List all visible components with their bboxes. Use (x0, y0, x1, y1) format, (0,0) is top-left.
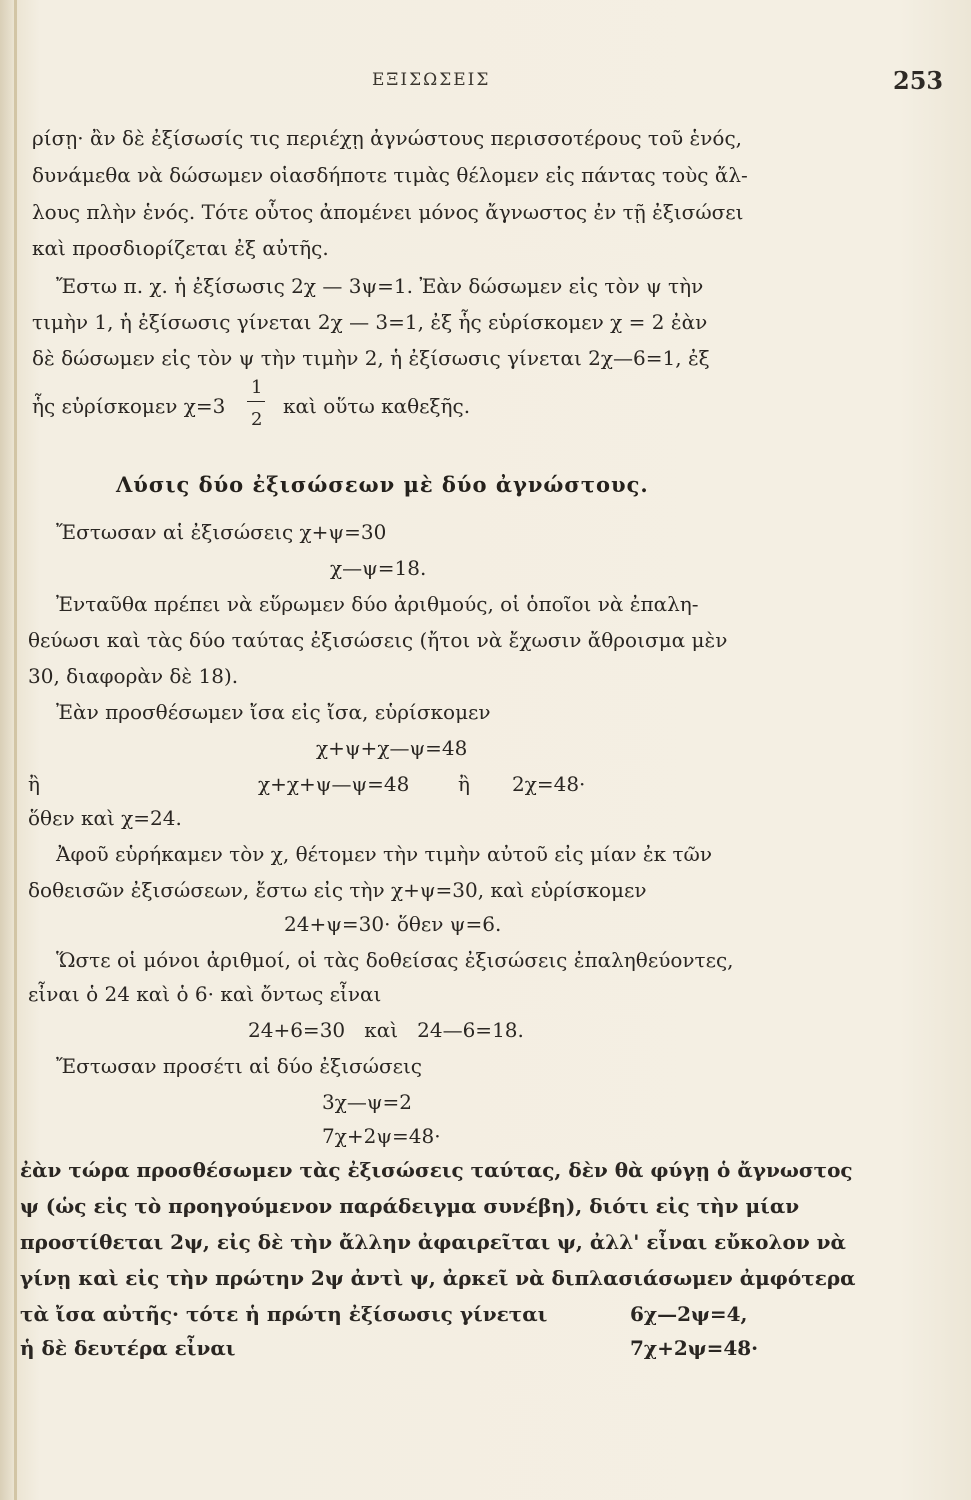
text-line: τὰ ἴσα αὐτῆς· τότε ἡ πρώτη ἐξίσωσις γίνεται (20, 1302, 548, 1326)
text-line: λους πλὴν ἑνός. Τότε οὗτος ἀπομένει μόνος ἄγνωστος ἐν τῇ ἐξισώσει (32, 200, 744, 224)
text-line: Ἐὰν προσθέσωμεν ἴσα εἰς ἴσα, εὑρίσκομεν (56, 700, 491, 724)
text-line: θεύωσι καὶ τὰς δύο ταύτας ἐξισώσεις (ἤτοι νὰ ἔχωσιν ἄθροισμα μὲν (28, 628, 728, 652)
fraction-denominator: 2 (251, 409, 263, 430)
equation: χ+ψ+χ—ψ=48 (316, 736, 468, 760)
fraction-numerator: 1 (251, 377, 263, 398)
text-line: ἡ δὲ δευτέρα εἶναι (20, 1336, 236, 1360)
fraction-bar (247, 401, 265, 402)
text-line: ἧς εὑρίσκομεν χ=3 (32, 394, 226, 418)
equation: 7χ+2ψ=48· (630, 1336, 759, 1360)
text-line: δοθεισῶν ἐξισώσεων, ἔστω εἰς τὴν χ+ψ=30, καὶ εὑρίσκομεν (28, 878, 647, 902)
text-line: Ἔστωσαν προσέτι αἱ δύο ἐξισώσεις (56, 1054, 422, 1078)
text-line: ἢ (28, 772, 40, 796)
text-line: Ἀφοῦ εὑρήκαμεν τὸν χ, θέτομεν τὴν τιμὴν αὐτοῦ εἰς μίαν ἐκ τῶν (56, 842, 712, 866)
text-line: Ἔστωσαν αἱ ἐξισώσεις χ+ψ=30 (56, 520, 387, 544)
equation: 2χ=48· (512, 772, 586, 796)
text-line: 30, διαφορὰν δὲ 18). (28, 664, 239, 688)
equation: 3χ—ψ=2 (322, 1090, 413, 1114)
text-line: ἐὰν τώρα προσθέσωμεν τὰς ἐξισώσεις ταύτας, δὲν θὰ φύγῃ ὁ ἄγνωστος (20, 1158, 853, 1182)
equation: 24+ψ=30· ὅθεν ψ=6. (284, 912, 502, 936)
text-line: Ἔστω π. χ. ἡ ἐξίσωσις 2χ — 3ψ=1. Ἐὰν δώσωμεν εἰς τὸν ψ τὴν (56, 274, 704, 298)
equation: 7χ+2ψ=48· (322, 1124, 441, 1148)
text-line: Ἐνταῦθα πρέπει νὰ εὕρωμεν δύο ἀριθμούς, οἱ ὁποῖοι νὰ ἐπαλη- (56, 592, 699, 616)
text-line: καὶ οὕτω καθεξῆς. (283, 394, 471, 418)
equation: 24+6=30 καὶ 24—6=18. (248, 1018, 524, 1042)
page-number: 253 (893, 66, 944, 95)
text-line: τιμὴν 1, ἡ ἐξίσωσις γίνεται 2χ — 3=1, ἐξ ἧς εὑρίσκομεν χ = 2 ἐὰν (32, 310, 708, 334)
text-line: καὶ προσδιορίζεται ἐξ αὐτῆς. (32, 236, 329, 260)
equation: χ—ψ=18. (330, 556, 427, 580)
equation: 6χ—2ψ=4, (630, 1302, 748, 1326)
text-line: ψ (ὡς εἰς τὸ προηγούμενον παράδειγμα συνέβη), διότι εἰς τὴν μίαν (20, 1194, 800, 1218)
text-line: ὅθεν καὶ χ=24. (28, 806, 182, 830)
text-line: εἶναι ὁ 24 καὶ ὁ 6· καὶ ὄντως εἶναι (28, 982, 382, 1006)
page-header (0, 66, 971, 96)
page-gutter (14, 0, 17, 1500)
text-line: δὲ δώσωμεν εἰς τὸν ψ τὴν τιμὴν 2, ἡ ἐξίσωσις γίνεται 2χ—6=1, ἐξ (32, 346, 710, 370)
text-line: δυνάμεθα νὰ δώσωμεν οἱασδήποτε τιμὰς θέλομεν εἰς πάντας τοὺς ἄλ- (32, 163, 748, 187)
text-line: ρίσῃ· ἂν δὲ ἐξίσωσίς τις περιέχῃ ἀγνώστους περισσοτέρους τοῦ ἑνός, (32, 126, 742, 150)
text-line: Ὥστε οἱ μόνοι ἀριθμοί, οἱ τὰς δοθείσας ἐξισώσεις ἐπαληθεύοντες, (56, 948, 734, 972)
text-line: γίνῃ καὶ εἰς τὴν πρώτην 2ψ ἀντὶ ψ, ἀρκεῖ νὰ διπλασιάσωμεν ἀμφότερα (20, 1266, 856, 1290)
running-head: ΕΞΙΣΩΣΕΙΣ (372, 70, 491, 90)
equation: χ+χ+ψ—ψ=48 (258, 772, 410, 796)
text-line: ἢ (458, 772, 470, 796)
section-heading: Λύσις δύο ἐξισώσεων μὲ δύο ἀγνώστους. (116, 472, 649, 497)
text-line: προστίθεται 2ψ, εἰς δὲ τὴν ἄλλην ἀφαιρεῖται ψ, ἀλλ' εἶναι εὔκολον νὰ (20, 1230, 846, 1254)
